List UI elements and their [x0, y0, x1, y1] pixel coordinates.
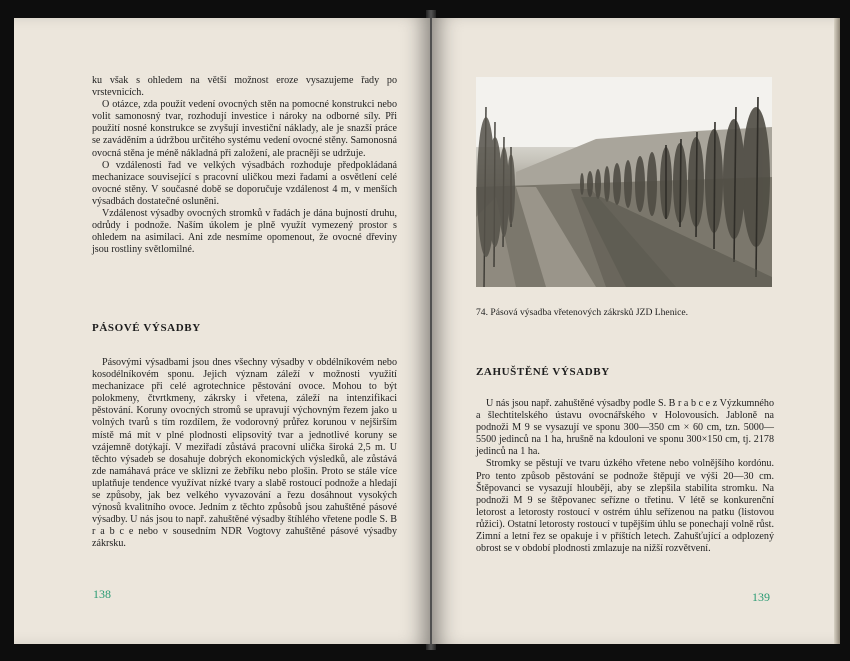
section-heading-zahustene: ZAHUŠTĚNÉ VÝSADBY: [476, 366, 610, 378]
page-number-right: 139: [752, 590, 770, 604]
page-number-left: 138: [93, 587, 111, 601]
paragraph: U nás jsou např. zahuštěné výsadby podle S. B r a b c e z Výzkumného a šlechtitelského ústavu ovocnářského v Holovousích. Jabloně na podnoži M 9 se vysazují ve sponu 300—350 cm × 60 cm, tzn. 5000—5500 jedinců na 1 ha, hrušně na kdouloni ve sponu 300×150 cm, tj. 2178 jedinců na 1 ha.: [476, 398, 774, 458]
left-page-section-text: [92, 357, 397, 551]
paragraph: Pásovými výsadbami jsou dnes všechny výsadby v obdélníkovém nebo kosodélníkovém sponu. Jejich význam záleží v možnosti využití mechanizace při celé agrotechnice pěstování ovoce. Mohou to být polokmeny, čtvrtkmeny, zákrsky i vřetena, záleží na intenzifikaci pěstování. Koruny ovocných stromů se upravují výchovným řezem jako u volných tvarů s tím rozdílem, že vodorovný průřez korunou v nejširším místě má mít v plné plodnosti elipsovitý tvar a jednotlivé koruny se vzájemně dotýkají. V meziřadí zůstává pracovní ulička široká 2,5 m. U těchto výsadeb se dosahuje dobrých ekonomických výsledků, ale zůstává zde namáhavá práce ve sklizni ze žebříku nebo plošin. Proto se stále více uplatňuje tendence využívat nízké tvary a slabě rostoucí podnože a hledají se způsoby, jak bez velkého vyvazování a řezu dosáhnout vysokých výnosů kvalitního ovoce. Jedním z těchto způsobů jsou zahuštěné pásové výsadby. U nás jsou to např. zahuštěné výsadby štíhlého vřetene podle S. B r a b c e nebo v sousedním NDR Vogtovy zahuštěné pásové výsadby zákrsku.: [92, 357, 397, 550]
paragraph: O vzdálenosti řad ve velkých výsadbách rozhoduje předpokládaná mechanizace související s pracovní uličkou mezi řadami a osvětlení celé ovocné stěny. V současné době se doporučuje vzdálenost 4 m, v menších výsadbách dostatečné osluněni.: [92, 159, 397, 207]
photo-caption: 74. Pásová výsadba vřetenových zákrsků JZD Lhenice.: [476, 307, 689, 318]
orchard-photo: [476, 77, 772, 287]
left-page-intro-text: [92, 75, 397, 256]
orchard-illustration: [476, 77, 772, 287]
paragraph: O otázce, zda použít vedení ovocných stěn na pomocné konstrukci nebo volit samonosný tvar, rozhodují investice i nároky na odborné síly. Při použití nosné konstrukce se zvyšují investiční náklady, ale je snazší práce se zaváděním a údržbou určitého systému vedení ovocné stěny. Samonosná ovocná stěna je méně nákladná při založení, ale pracněji se udržuje.: [92, 99, 397, 159]
page-edge: [834, 18, 840, 644]
paragraph: Vzdálenost výsadby ovocných stromků v řadách je dána bujností druhu, odrůdy i podnože. Naším úkolem je plně využít vymezený prostor s ohledem na asimilaci. Ani zde nesmíme opomenout, že ovocné dřeviny jsou rostliny světlomilné.: [92, 208, 397, 256]
section-heading-pasove: PÁSOVÉ VÝSADBY: [92, 322, 201, 334]
right-page-section-text: [476, 398, 774, 555]
paragraph: Stromky se pěstují ve tvaru úzkého vřetene nebo volnějšího kordónu. Pro tento způsob pěstování se podnože štěpují ve výši 20—30 cm. Štěpovanci se vysazují hlouběji, aby se zlepšila stabilita stromku. Na podnoži M 9 se štěpovanec seřízne o třetinu. V létě se konkurenční letorost a letorosty rostoucí v ostrém úhlu seřízenou na patku (listovou růžici). Ostatní letorosty rostoucí v tupějším úhlu se ponechají volně růst. Zimní a letní řez se opakuje i v příštích letech. Zahušťující a odplozený obrost se v období plodnosti zmlazuje na nižší rozvětvení.: [476, 458, 774, 555]
paragraph: ku však s ohledem na větší možnost eroze vysazujeme řady po vrstevnicích.: [92, 75, 397, 99]
